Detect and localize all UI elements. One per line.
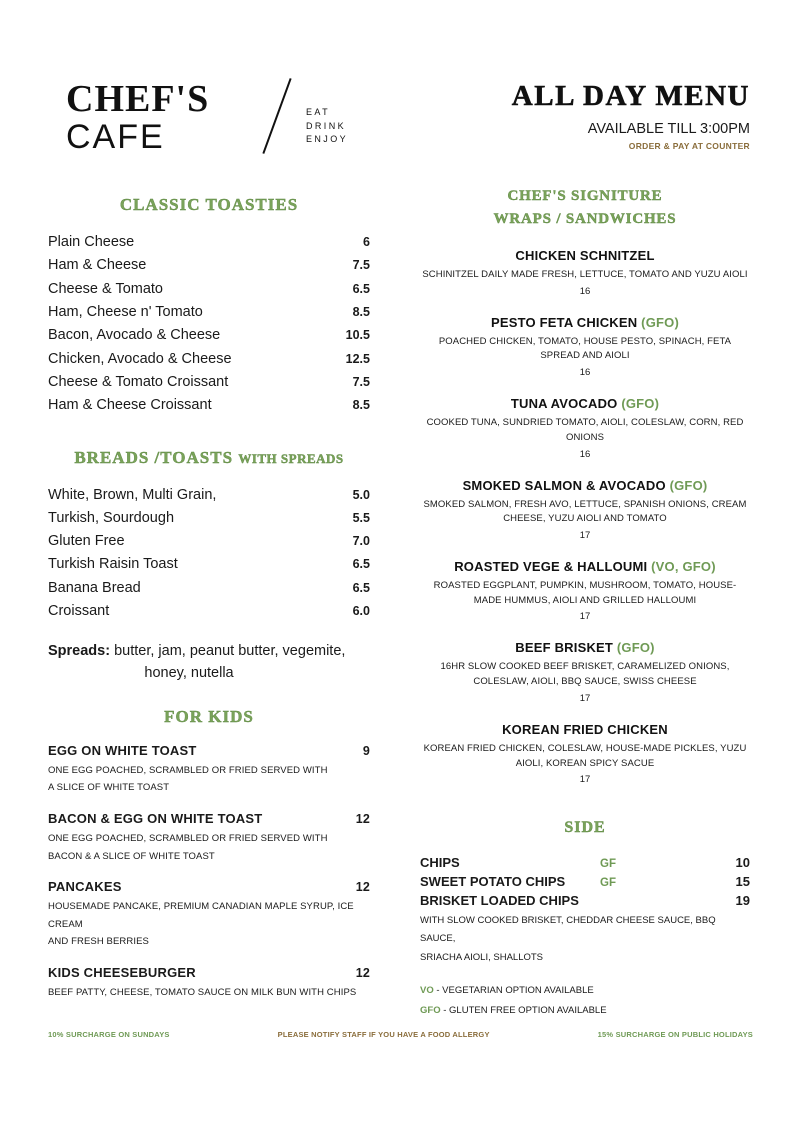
menu-item-row (48, 484, 370, 507)
legend-vo (420, 981, 750, 1001)
item-price: 17 (579, 611, 591, 623)
item-diet-tag: (GFO) (641, 314, 679, 330)
logo-tagline (306, 106, 348, 147)
item-name: BRISKET LOADED CHIPS (420, 893, 579, 909)
item-price: 12.5 (345, 351, 370, 366)
item-description: SCHINITZEL DAILY MADE FRESH, LETTUCE, TOMATO AND YUZU AIOLI (422, 269, 748, 280)
item-description: ROASTED EGGPLANT, PUMPKIN, MUSHROOM, TOMATO, HOUSE-MADE HUMMUS, AIOLI AND GRILLED HALLOUMI (433, 580, 737, 606)
breads-title-main: BREADS /TOASTS (74, 447, 234, 467)
sides-list (420, 853, 750, 967)
breads-toasts-list (48, 484, 370, 624)
item-name-row (420, 559, 750, 574)
item-name: SMOKED SALMON & AVOCADO (462, 477, 666, 493)
spreads-line2: honey, nutella (144, 665, 234, 682)
item-diet-tag: GF (600, 877, 616, 890)
side-item-row (420, 853, 750, 872)
logo (48, 70, 370, 165)
menu-item-row (48, 394, 370, 417)
item-price: 17 (579, 692, 591, 704)
item-name: Cheese & Tomato (48, 280, 163, 297)
item-name: TUNA AVOCADO (510, 396, 618, 412)
item-description-2: AND FRESH BERRIES (48, 936, 149, 948)
item-price: 9 (362, 743, 370, 758)
wrap-item (420, 248, 750, 297)
menu-item-row (48, 507, 370, 530)
all-day-menu-title: ALL DAY MENU (511, 80, 750, 112)
order-pay-note: ORDER & PAY AT COUNTER (628, 141, 750, 151)
wrap-item (420, 315, 750, 378)
legend-gfo-text: - GLUTEN FREE OPTION AVAILABLE (440, 1004, 607, 1016)
logo-tagline-drink: DRINK (306, 120, 347, 131)
menu-item-row (48, 231, 370, 254)
item-price: 19 (735, 893, 750, 909)
item-name: SWEET POTATO CHIPS (420, 874, 566, 890)
kids-list (48, 743, 370, 1002)
item-description-2: SRIACHA AIOLI, SHALLOTS (420, 952, 544, 964)
item-description: 16HR SLOW COOKED BEEF BRISKET, CARAMELIZED ONIONS, COLESLAW, AIOLI, BBQ SAUCE, SWISS CHEESE (440, 661, 730, 688)
item-name: Ham & Cheese Croissant (48, 397, 212, 414)
kids-item-head (48, 743, 370, 758)
logo-chefs-text: CHEF'S (66, 78, 210, 120)
footer-sunday-surcharge: 10% SURCHARGE ON SUNDAYS (48, 1030, 170, 1039)
menu-item-row (48, 348, 370, 371)
item-name-row (420, 248, 750, 263)
item-name: BEEF BRISKET (515, 640, 614, 656)
signature-line-1: CHEF'S SIGNITURE (507, 188, 663, 204)
item-price: 6.5 (352, 281, 370, 296)
legend-vo-key: VO (420, 985, 434, 997)
item-description: SMOKED SALMON, FRESH AVO, LETTUCE, SPANISH ONIONS, CREAM CHEESE, YUZU AIOLI AND TOMATO (423, 498, 747, 525)
breads-title-sub: WITH SPREADS (238, 450, 344, 466)
wrap-item (420, 396, 750, 459)
item-description: ONE EGG POACHED, SCRAMBLED OR FRIED SERVED WITH (48, 833, 328, 844)
footer-allergy-note: PLEASE NOTIFY STAFF IF YOU HAVE A FOOD ALLERGY (277, 1030, 490, 1039)
item-diet-tag: GF (600, 858, 616, 871)
side-item-row (420, 872, 750, 891)
item-diet-tag: (VO, GFO) (651, 559, 716, 575)
item-price: 17 (579, 530, 591, 542)
menu-item-row (48, 553, 370, 576)
item-description: WITH SLOW COOKED BRISKET, CHEDDAR CHEESE SAUCE, BBQ SAUCE, (420, 915, 716, 944)
item-price: 7.0 (352, 534, 370, 549)
left-column (48, 70, 370, 1013)
legend-gfo (420, 1001, 750, 1021)
menu-item-row (48, 577, 370, 600)
item-name: PESTO FETA CHICKEN (490, 314, 638, 330)
item-name: Gluten Free (48, 533, 125, 550)
item-name: White, Brown, Multi Grain, (48, 486, 217, 503)
item-price: 17 (579, 774, 591, 786)
wraps-list (420, 248, 750, 785)
item-name: Ham, Cheese n' Tomato (48, 303, 203, 320)
item-price: 10 (735, 855, 750, 871)
item-name: KIDS CHEESEBURGER (48, 964, 196, 980)
item-name: Ham & Cheese (48, 257, 147, 274)
item-name: EGG ON WHITE TOAST (48, 742, 197, 758)
footer (48, 1030, 753, 1039)
right-column (420, 80, 750, 1021)
item-name-row (420, 478, 750, 493)
availability-text: AVAILABLE TILL 3:00PM (587, 121, 750, 137)
item-description: BEEF PATTY, CHEESE, TOMATO SAUCE ON MILK BUN WITH CHIPS (48, 986, 357, 998)
item-name: BACON & EGG ON WHITE TOAST (48, 811, 263, 826)
item-price: 16 (579, 448, 591, 460)
item-name: PANCAKES (48, 879, 122, 895)
kids-item (48, 743, 370, 797)
item-diet-tag: (GFO) (669, 477, 708, 493)
wrap-item (420, 478, 750, 541)
item-price: 8.5 (352, 304, 370, 319)
item-name: Bacon, Avocado & Cheese (48, 327, 221, 344)
section-title-for-kids: FOR KIDS (164, 706, 254, 726)
item-price: 8.5 (352, 398, 370, 413)
side-item-row (420, 891, 750, 910)
item-name: Cheese & Tomato Croissant (48, 373, 229, 390)
legend-vo-text: - VEGETARIAN OPTION AVAILABLE (433, 985, 594, 997)
menu-item-row (48, 254, 370, 277)
item-price: 5.5 (352, 510, 370, 525)
menu-item-row (48, 301, 370, 324)
spreads-line1: butter, jam, peanut butter, vegemite, (110, 643, 346, 660)
item-name-row (420, 396, 750, 411)
logo-tagline-enjoy: ENJOY (306, 134, 349, 144)
item-price: 6.5 (352, 580, 370, 595)
wrap-item (420, 722, 750, 785)
wrap-item (420, 640, 750, 703)
item-name: Chicken, Avocado & Cheese (48, 350, 232, 367)
menu-item-row (48, 278, 370, 301)
item-description: HOUSEMADE PANCAKE, PREMIUM CANADIAN MAPLE SYRUP, ICE CREAM (48, 901, 354, 930)
menu-item-row (48, 324, 370, 347)
kids-item (48, 811, 370, 865)
item-price: 16 (579, 367, 591, 379)
item-description: COOKED TUNA, SUNDRIED TOMATO, AIOLI, COLESLAW, CORN, RED ONIONS (426, 417, 744, 443)
item-name: Turkish, Sourdough (48, 509, 175, 526)
item-price: 7.5 (352, 374, 370, 389)
item-name: ROASTED VEGE & HALLOUMI (454, 559, 648, 575)
item-description: ONE EGG POACHED, SCRAMBLED OR FRIED SERVED WITH (48, 764, 328, 776)
item-name: Banana Bread (48, 579, 141, 596)
menu-item-row (48, 530, 370, 553)
menu-item-row (48, 371, 370, 394)
item-name-row (420, 315, 750, 330)
item-description-2: A SLICE OF WHITE TOAST (48, 782, 170, 794)
item-price: 12 (355, 880, 370, 895)
item-name-row (420, 640, 750, 655)
item-price: 6.0 (352, 604, 370, 619)
kids-item-head (48, 811, 370, 826)
item-price: 12 (355, 812, 370, 826)
item-price: 7.5 (352, 258, 370, 273)
item-name: Plain Cheese (48, 234, 135, 250)
item-description: KOREAN FRIED CHICKEN, COLESLAW, HOUSE-MADE PICKLES, YUZU AIOLI, KOREAN SPICY SACUE (423, 742, 747, 769)
item-description: POACHED CHICKEN, TOMATO, HOUSE PESTO, SPINACH, FETA SPREAD AND AIOLI (438, 335, 732, 362)
section-title-signature-wraps (420, 185, 750, 230)
item-price: 6.5 (352, 557, 370, 572)
spreads-note (48, 641, 370, 685)
logo-tagline-eat: EAT (306, 107, 331, 117)
menu-item-row (48, 600, 370, 623)
item-diet-tag: (GFO) (621, 396, 660, 412)
item-name: Croissant (48, 603, 110, 620)
logo-cafe-text: CAFE (66, 118, 165, 156)
legend-gfo-key: GFO (420, 1004, 441, 1016)
kids-item (48, 879, 370, 951)
kids-item (48, 965, 370, 1002)
item-price: 16 (579, 285, 591, 297)
classic-toasties-list (48, 231, 370, 418)
item-description-2: BACON & A SLICE OF WHITE TOAST (48, 850, 215, 862)
diet-legend (420, 981, 750, 1021)
spreads-label: Spreads: (48, 643, 111, 660)
kids-item-head (48, 879, 370, 894)
wrap-item (420, 559, 750, 622)
item-price: 10.5 (345, 328, 370, 343)
item-price: 5.0 (352, 487, 370, 502)
section-title-side: SIDE (564, 819, 606, 837)
section-title-classic-toasties: CLASSIC TOASTIES (119, 195, 299, 214)
item-price: 6 (363, 235, 370, 249)
item-name: Turkish Raisin Toast (48, 556, 178, 573)
item-name: CHIPS (420, 855, 460, 871)
item-name: CHICKEN SCHNITZEL (515, 248, 655, 263)
item-price: 15 (735, 874, 750, 890)
item-name-row (420, 722, 750, 737)
item-name: KOREAN FRIED CHICKEN (502, 721, 668, 737)
signature-line-2: WRAPS / SANDWICHES (493, 210, 677, 227)
item-diet-tag: (GFO) (616, 640, 655, 656)
item-price: 12 (355, 965, 370, 980)
footer-public-holiday-surcharge: 15% SURCHARGE ON PUBLIC HOLIDAYS (597, 1030, 753, 1039)
kids-item-head (48, 965, 370, 980)
section-title-breads-toasts (48, 448, 370, 468)
